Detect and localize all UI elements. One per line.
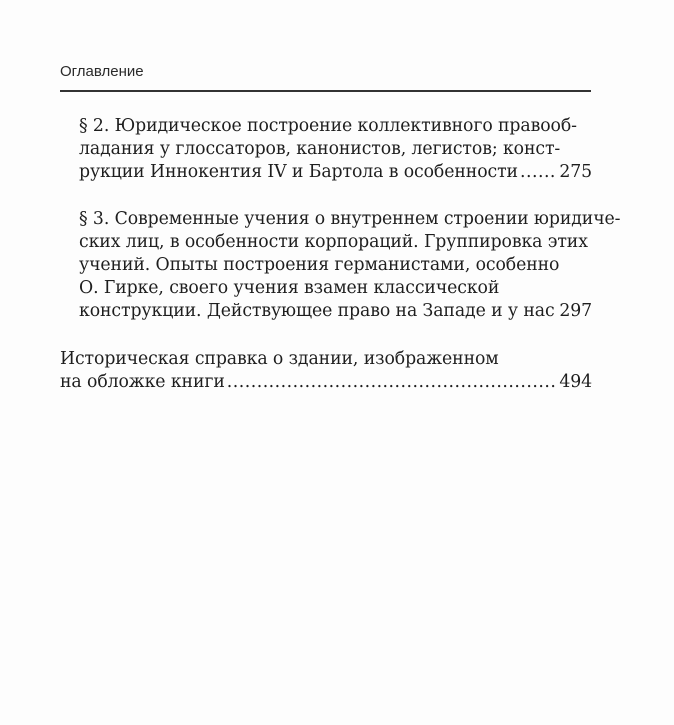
toc-entry-historical-note: [60, 348, 592, 394]
dot-leader: [520, 161, 557, 184]
toc-entry-last-line: [79, 161, 592, 184]
dot-leader: [227, 371, 558, 394]
toc-entry-line: Историческая справка о здании, изображенном: [60, 349, 499, 369]
toc-entry-line: ских лиц, в особенности корпораций. Группировка этих: [79, 232, 588, 252]
page-number: 494: [559, 372, 592, 392]
toc-entry-line: § 2. Юридическое построение коллективного правооб-: [79, 116, 577, 136]
toc-entry-line: О. Гирке, своего учения взамен классической: [79, 278, 500, 298]
toc-entry-line: учений. Опыты построения германистами, особенно: [79, 255, 560, 275]
running-title: Оглавление: [60, 63, 144, 80]
toc-entry-line: на обложке книги: [60, 372, 225, 392]
toc-entry-last-line: [79, 300, 592, 323]
toc-entry-line: рукции Иннокентия IV и Бартола в особенности: [79, 162, 518, 182]
toc-entry-section-2: [79, 115, 592, 184]
toc-entry-section-3: [79, 208, 621, 323]
page-number: 297: [559, 301, 592, 321]
page-number: 275: [559, 162, 592, 182]
toc-entry-line: § 3. Современные учения о внутреннем строении юридиче-: [79, 209, 621, 229]
toc-entry-line: ладания у глоссаторов, канонистов, легистов; конст-: [79, 139, 561, 159]
toc-entry-line: конструкции. Действующее право на Западе и у нас: [79, 301, 555, 321]
dot-leader: [557, 300, 558, 323]
header-rule: [60, 90, 591, 92]
toc-entry-last-line: [60, 371, 592, 394]
